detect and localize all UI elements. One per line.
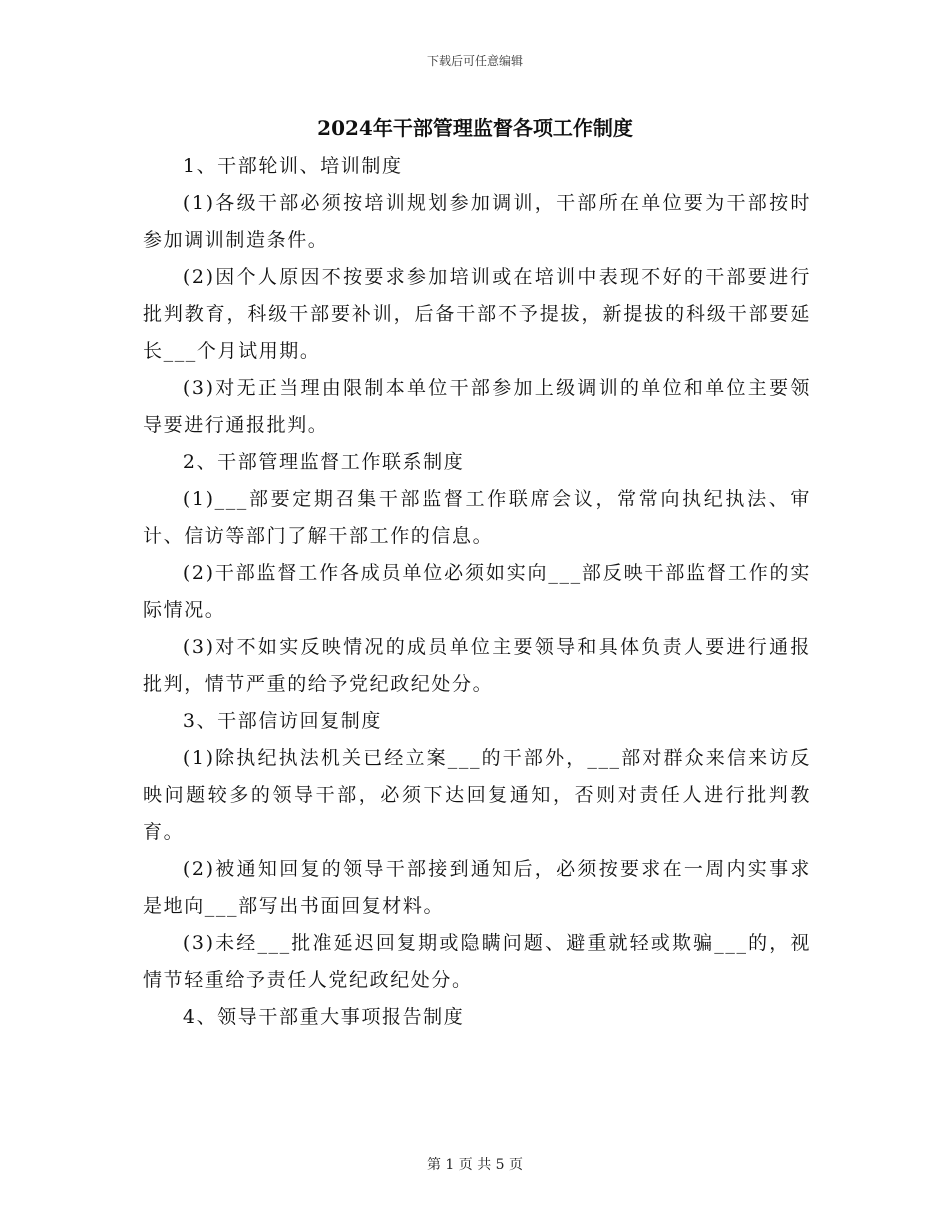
- paragraph: (3)对不如实反映情况的成员单位主要领导和具体负责人要进行通报批判，情节严重的给予党纪政纪处分。: [143, 636, 811, 695]
- section-heading: 4、领导干部重大事项报告制度: [182, 1006, 465, 1028]
- paragraph: (2)被通知回复的领导干部接到通知后，必须按要求在一周内实事求是地向___部写出书面回复材料。: [143, 858, 811, 917]
- document-body: [143, 148, 811, 1036]
- section-heading: 1、干部轮训、培训制度: [182, 155, 403, 177]
- paragraph: (2)干部监督工作各成员单位必须如实向___部反映干部监督工作的实际情况。: [143, 562, 811, 621]
- paragraph: (1)各级干部必须按培训规划参加调训，干部所在单位要为干部按时参加调训制造条件。: [143, 192, 811, 251]
- section-heading: 2、干部管理监督工作联系制度: [182, 451, 465, 473]
- page-header-note: 下载后可任意编辑: [426, 54, 523, 68]
- paragraph: (1)___部要定期召集干部监督工作联席会议，常常向执纪执法、审计、信访等部门了解干部工作的信息。: [143, 488, 811, 547]
- page-number: 第 1 页 共 5 页: [426, 1157, 524, 1173]
- paragraph: (3)未经___批准延迟回复期或隐瞒问题、避重就轻或欺骗___的，视情节轻重给予责任人党纪政纪处分。: [143, 932, 811, 991]
- paragraph: (1)除执纪执法机关已经立案___的干部外，___部对群众来信来访反映问题较多的领导干部，必须下达回复通知，否则对责任人进行批判教育。: [143, 747, 811, 843]
- paragraph: (3)对无正当理由限制本单位干部参加上级调训的单位和单位主要领导要进行通报批判。: [143, 377, 811, 436]
- section-heading: 3、干部信访回复制度: [182, 710, 382, 732]
- paragraph: (2)因个人原因不按要求参加培训或在培训中表现不好的干部要进行批判教育，科级干部要补训，后备干部不予提拔，新提拔的科级干部要延长___个月试用期。: [143, 266, 811, 362]
- document-title: 2024年干部管理监督各项工作制度: [317, 116, 633, 140]
